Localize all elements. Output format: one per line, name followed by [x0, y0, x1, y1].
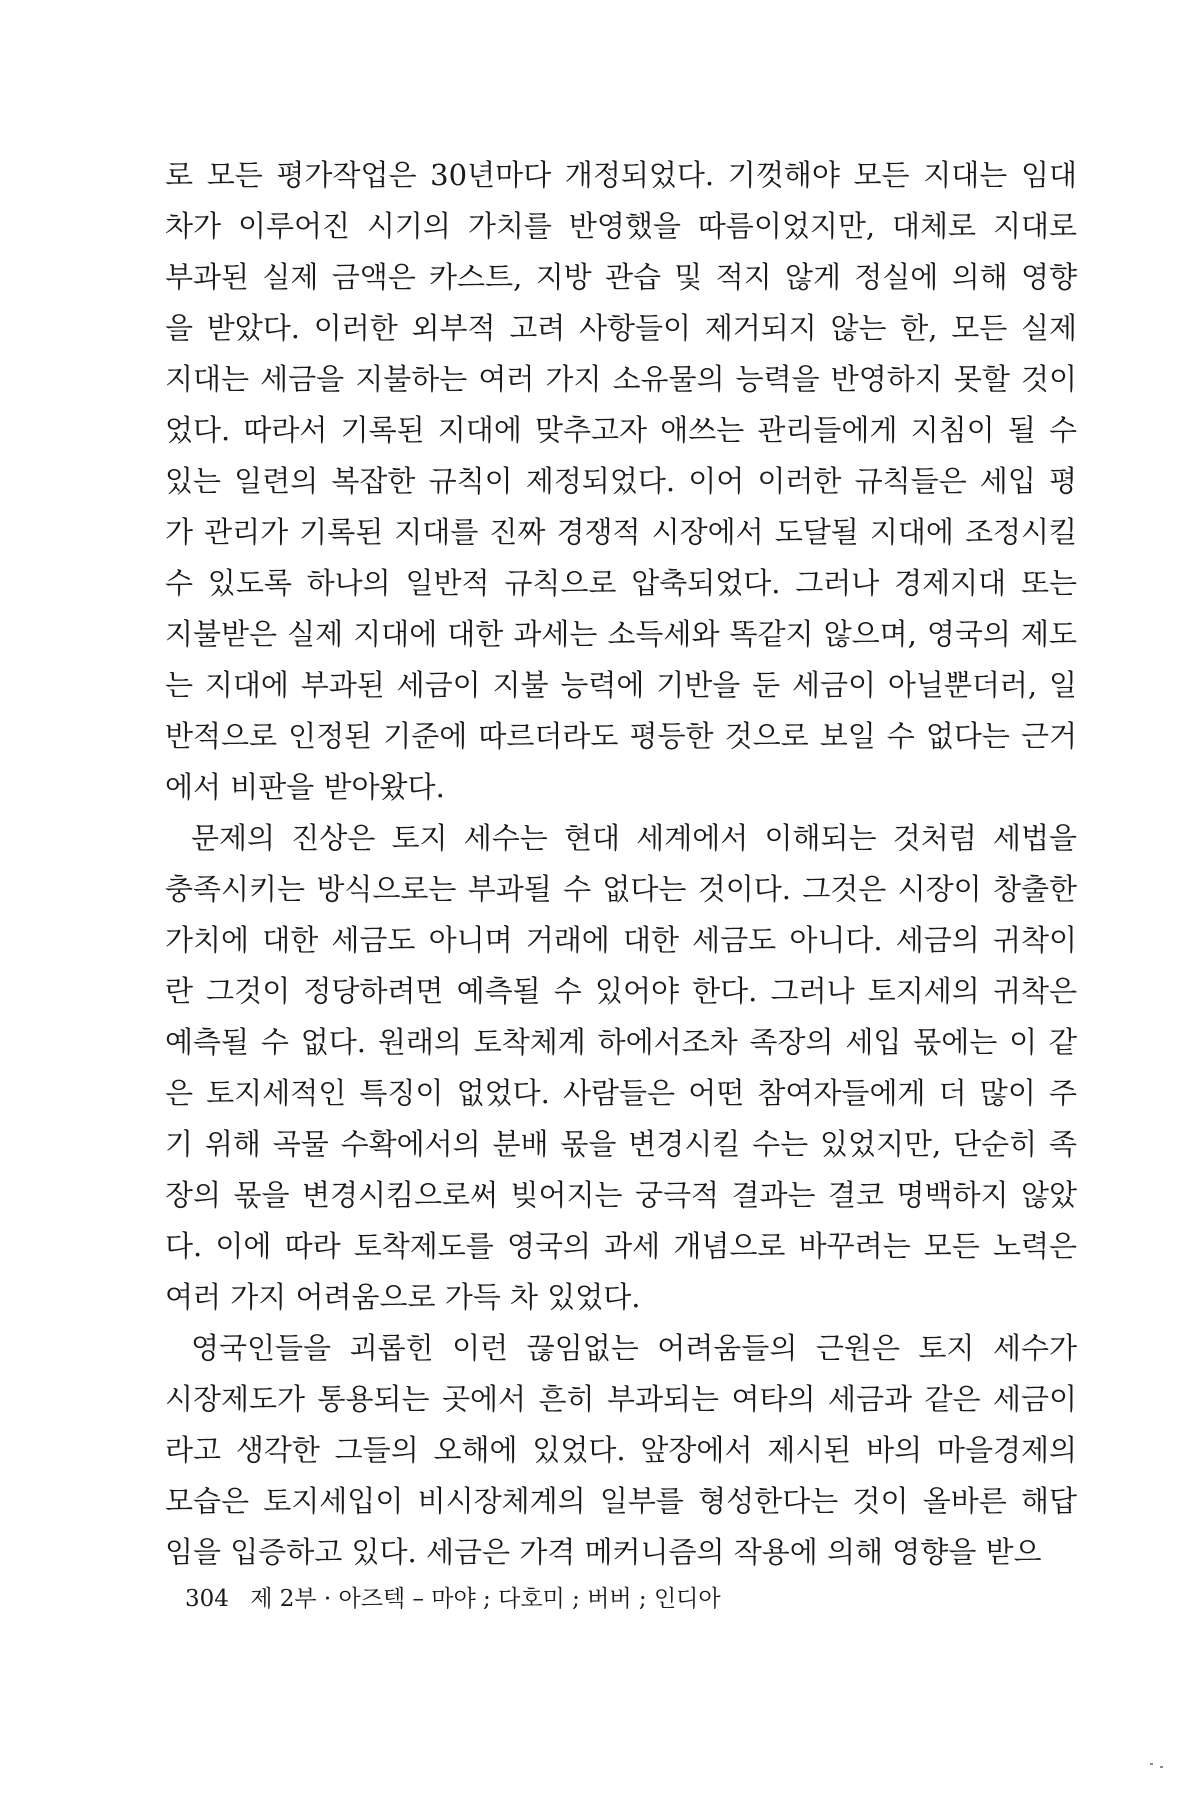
page-number: 304	[185, 1586, 229, 1612]
scan-speck	[1150, 1763, 1153, 1765]
text-line: 임을 입증하고 있다. 세금은 가격 메커니즘의 작용에 의해 영향을 받으	[165, 1535, 1042, 1569]
text-line: 여러 가지 어려움으로 가득 차 있었다.	[165, 1280, 641, 1314]
text-line: 문제의 진상은 토지 세수는 현대 세계에서 이해되는 것처럼 세법을	[191, 821, 1077, 855]
text-line: 있는 일련의 복잡한 규칙이 제정되었다. 이어 이러한 규칙들은 세입 평	[165, 464, 1077, 498]
text-line: 지대는 세금을 지불하는 여러 가지 소유물의 능력을 반영하지 못할 것이	[165, 362, 1077, 396]
text-line: 부과된 실제 금액은 카스트, 지방 관습 및 적지 않게 정실에 의해 영향	[165, 260, 1077, 294]
text-line: 지불받은 실제 지대에 대한 과세는 소득세와 똑같지 않으며, 영국의 제도	[165, 617, 1077, 651]
text-line: 는 지대에 부과된 세금이 지불 능력에 기반을 둔 세금이 아닐뿐더러, 일	[165, 668, 1077, 702]
text-line: 가치에 대한 세금도 아니며 거래에 대한 세금도 아니다. 세금의 귀착이	[165, 923, 1077, 957]
paragraph	[165, 813, 1077, 1323]
text-line: 은 토지세적인 특징이 없었다. 사람들은 어떤 참여자들에게 더 많이 주	[165, 1076, 1077, 1110]
paragraph	[165, 150, 1077, 813]
text-line: 었다. 따라서 기록된 지대에 맞추고자 애쓰는 관리들에게 지침이 될 수	[165, 413, 1077, 447]
text-line: 기 위해 곡물 수확에서의 분배 몫을 변경시킬 수는 있었지만, 단순히 족	[165, 1127, 1077, 1161]
text-line: 다. 이에 따라 토착제도를 영국의 과세 개념으로 바꾸려는 모든 노력은	[165, 1229, 1077, 1263]
running-head: 제 2부 · 아즈텍 – 마야 ; 다호미 ; 버버 ; 인디아	[250, 1586, 721, 1612]
text-line: 영국인들을 괴롭힌 이런 끊임없는 어려움들의 근원은 토지 세수가	[191, 1331, 1077, 1365]
text-line: 모습은 토지세입이 비시장체계의 일부를 형성한다는 것이 올바른 해답	[165, 1484, 1077, 1518]
scan-speck	[1160, 1766, 1163, 1768]
text-line: 란 그것이 정당하려면 예측될 수 있어야 한다. 그러나 토지세의 귀착은	[165, 974, 1077, 1008]
text-line: 예측될 수 없다. 원래의 토착체계 하에서조차 족장의 세입 몫에는 이 같	[165, 1025, 1077, 1059]
text-line: 충족시키는 방식으로는 부과될 수 없다는 것이다. 그것은 시장이 창출한	[165, 872, 1077, 906]
page-footer	[185, 1580, 721, 1613]
text-line: 을 받았다. 이러한 외부적 고려 사항들이 제거되지 않는 한, 모든 실제	[165, 311, 1077, 345]
text-line: 라고 생각한 그들의 오해에 있었다. 앞장에서 제시된 바의 마을경제의	[165, 1433, 1077, 1467]
text-line: 장의 몫을 변경시킴으로써 빚어지는 궁극적 결과는 결코 명백하지 않았	[165, 1178, 1077, 1212]
text-line: 에서 비판을 받아왔다.	[165, 770, 445, 804]
text-line: 시장제도가 통용되는 곳에서 흔히 부과되는 여타의 세금과 같은 세금이	[165, 1382, 1077, 1416]
text-line: 로 모든 평가작업은 30년마다 개정되었다. 기껏해야 모든 지대는 임대	[165, 158, 1077, 192]
text-line: 수 있도록 하나의 일반적 규칙으로 압축되었다. 그러나 경제지대 또는	[165, 566, 1077, 600]
text-line: 가 관리가 기록된 지대를 진짜 경쟁적 시장에서 도달될 지대에 조정시킬	[165, 515, 1077, 549]
text-line: 반적으로 인정된 기준에 따르더라도 평등한 것으로 보일 수 없다는 근거	[165, 719, 1077, 753]
paragraph	[165, 1323, 1077, 1578]
body-text	[165, 150, 1077, 1578]
text-line: 차가 이루어진 시기의 가치를 반영했을 따름이었지만, 대체로 지대로	[165, 209, 1077, 243]
